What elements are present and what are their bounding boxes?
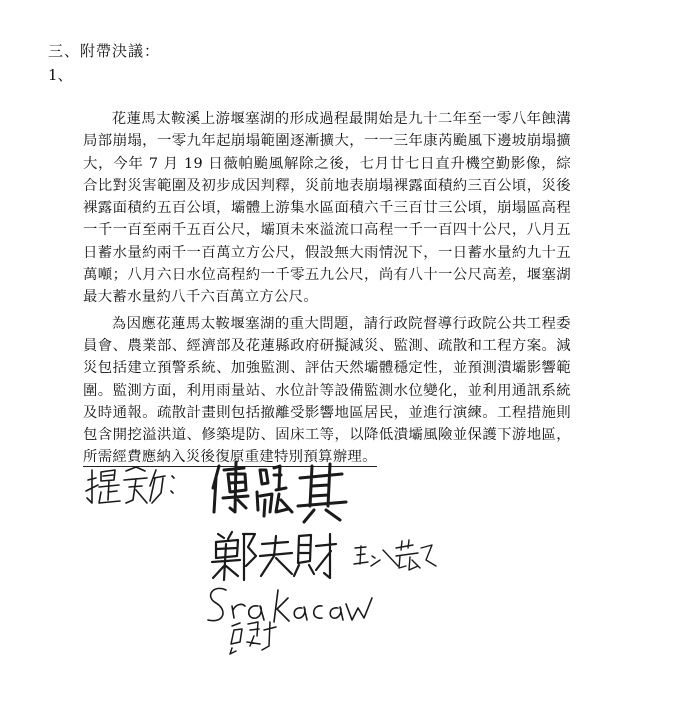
cosigner-3-signature <box>230 622 276 654</box>
section-heading: 三、附帶決議： <box>48 42 161 60</box>
paragraph-2-text: 為因應花蓮馬太鞍堰塞湖的重大問題，請行政院督導行政院公共工程委員會、農業部、經濟部及花蓮縣政府研擬減災、監測、疏散和工程方案。減災包括建立預警系統、加強監測、評估天然壩體穩定性，並預測潰壩影響範圍。監測方面，利用雨量站、水位計等設備監測水位變化，並利用通訊系統及時通報。疏散計畫則包括撤離受影響地區居民，並進行演練。工程措施則包含開挖溢洪道、修築堤防、固床工等，以降低潰壩風險並保護下游地區， <box>83 315 571 444</box>
cosigner-1-signature <box>212 532 336 580</box>
proposer-signature <box>213 462 346 522</box>
budget-clause-underlined: 所需經費應納入災後復原重建特別預算辦理。 <box>83 449 377 466</box>
item-number: 1、 <box>48 66 73 84</box>
cosigner-2-signature <box>354 540 436 570</box>
paragraph-1: 花蓮馬太鞍溪上游堰塞湖的形成過程最開始是九十二年至一零八年蝕溝局部崩塌，一零九年起崩塌範圍逐漸擴大，一一三年康芮颱風下邊坡崩塌擴大，今年 7 月 19 日薇帕颱風解除之後，七月廿七日直升機空勤影像，綜合比對災害範圍及初步成因判釋，災前地表崩塌裸露面積約三百公頃，災後裸露面積約五百公頃，壩體上游集水區面積六千三百廿三公頃，崩塌區高程一千一百至兩千五百公尺，壩頂未來溢流口高程一千一百四十公尺，八月五日蓄水量約兩千一百萬立方公尺，假設無大雨情況下，一日蓄水量約九十五萬噸；八月六日水位高程約一千零五九公尺，尚有八十一公尺高差，堰塞湖最大蓄水量約八千六百萬立方公尺。 <box>83 111 571 306</box>
cosigner-1-latin-signature <box>208 588 372 622</box>
proposer-label-handwritten <box>86 467 174 503</box>
